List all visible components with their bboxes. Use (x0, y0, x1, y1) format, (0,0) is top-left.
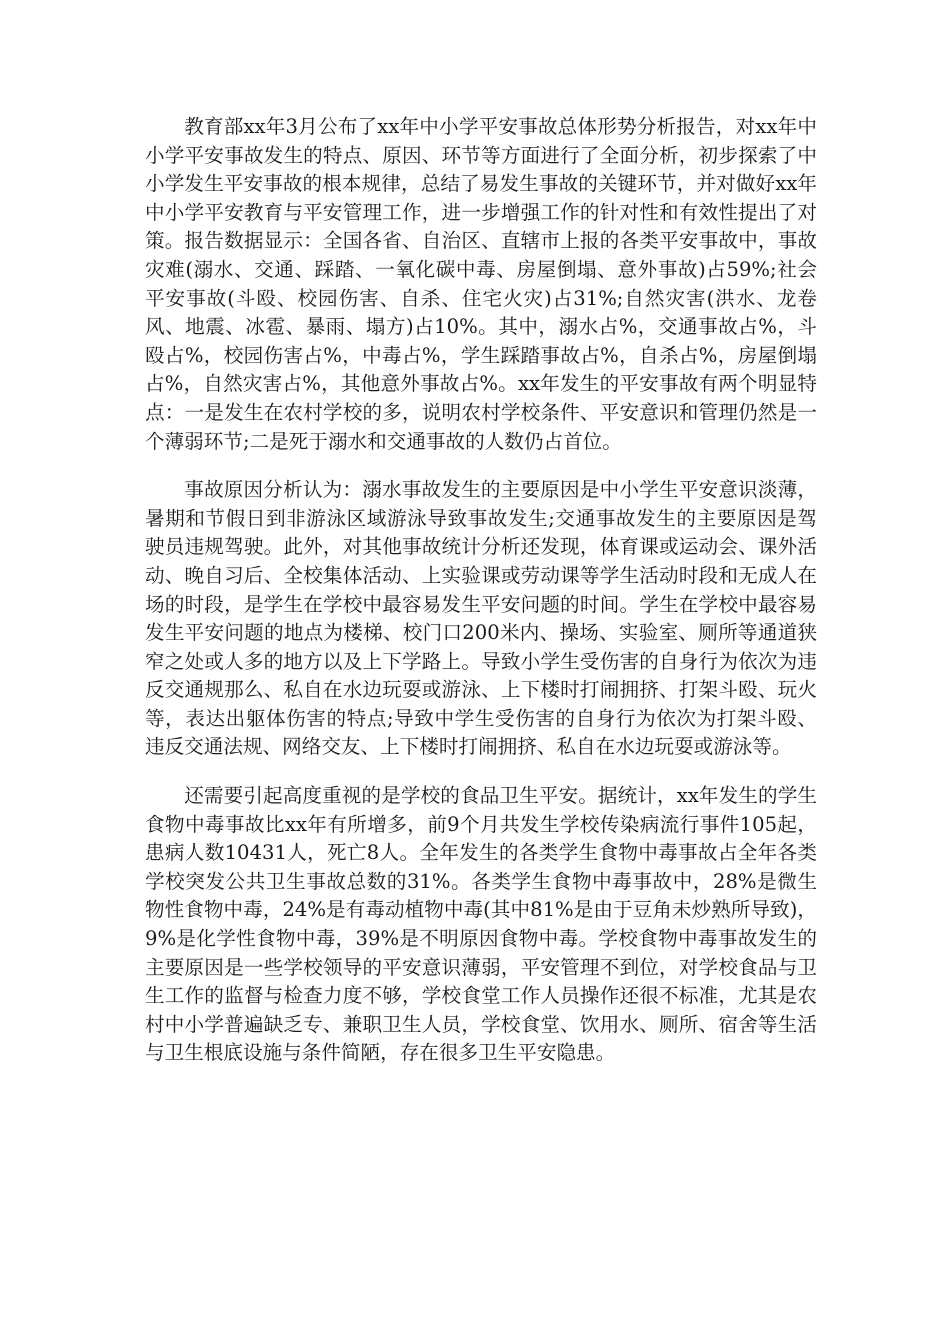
paragraph-accident-report-overview: 教育部xx年3月公布了xx年中小学平安事故总体形势分析报告，对xx年中小学平安事故发生的特点、原因、环节等方面进行了全面分析，初步探索了中小学发生平安事故的根本规律，总结了易发生事故的关键环节，并对做好xx年中小学平安教育与平安管理工作，进一步增强工作的针对性和有效性提出了对策。报告数据显示：全国各省、自治区、直辖市上报的各类平安事故中，事故灾难(溺水、交通、踩踏、一氧化碳中毒、房屋倒塌、意外事故)占59%;社会平安事故(斗殴、校园伤害、自杀、住宅火灾)占31%;自然灾害(洪水、龙卷风、地震、冰雹、暴雨、塌方)占10%。其中，溺水占%，交通事故占%，斗殴占%，校园伤害占%，中毒占%，学生踩踏事故占%，自杀占%，房屋倒塌占%，自然灾害占%，其他意外事故占%。xx年发生的平安事故有两个明显特点：一是发生在农村学校的多，说明农村学校条件、平安意识和管理仍然是一个薄弱环节;二是死于溺水和交通事故的人数仍占首位。 (145, 115, 817, 453)
paragraph-food-safety: 还需要引起高度重视的是学校的食品卫生平安。据统计，xx年发生的学生食物中毒事故比xx年有所增多，前9个月共发生学校传染病流行事件105起，患病人数10431人，死亡8人。全年发生的各类学生食物中毒事故占全年各类学校突发公共卫生事故总数的31%。各类学生食物中毒事故中，28%是微生物性食物中毒，24%是有毒动植物中毒(其中81%是由于豆角未炒熟所导致)，9%是化学性食物中毒，39%是不明原因食物中毒。学校食物中毒事故发生的主要原因是一些学校领导的平安意识薄弱，平安管理不到位，对学校食品与卫生工作的监督与检查力度不够，学校食堂工作人员操作还很不标准，尤其是农村中小学普遍缺乏专、兼职卫生人员，学校食堂、饮用水、厕所、宿舍等生活与卫生根底设施与条件简陋，存在很多卫生平安隐患。 (145, 784, 817, 1065)
paragraph-accident-cause-analysis: 事故原因分析认为：溺水事故发生的主要原因是中小学生平安意识淡薄，暑期和节假日到非游泳区域游泳导致事故发生;交通事故发生的主要原因是驾驶员违规驾驶。此外，对其他事故统计分析还发现，体育课或运动会、课外活动、晚自习后、全校集体活动、上实验课或劳动课等学生活动时段和无成人在场的时段，是学生在学校中最容易发生平安问题的时间。学生在学校中最容易发生平安问题的地点为楼梯、校门口200米内、操场、实验室、厕所等通道狭窄之处或人多的地方以及上下学路上。导致小学生受伤害的自身行为依次为违反交通规那么、私自在水边玩耍或游泳、上下楼时打闹拥挤、打架斗殴、玩火等，表达出躯体伤害的特点;导致中学生受伤害的自身行为依次为打架斗殴、违反交通法规、网络交友、上下楼时打闹拥挤、私自在水边玩耍或游泳等。 (145, 478, 817, 759)
document-page (145, 113, 817, 1088)
